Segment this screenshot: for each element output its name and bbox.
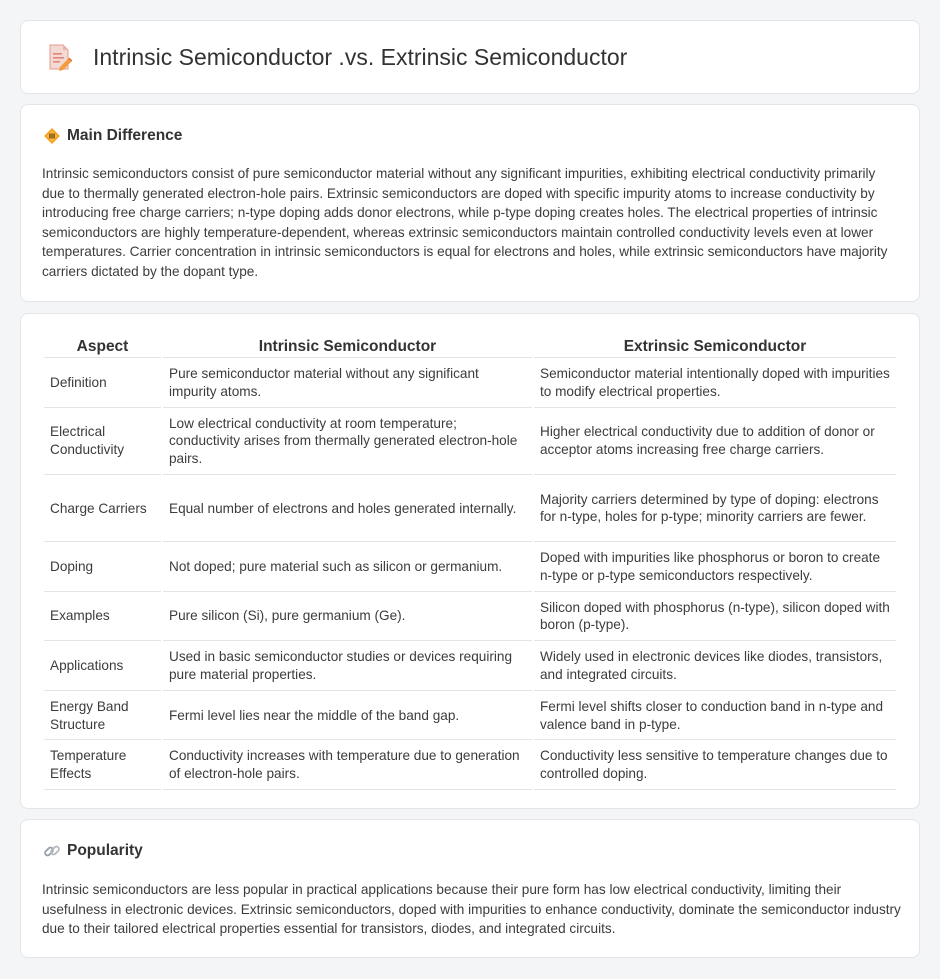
table-row <box>44 740 896 790</box>
cell-aspect: Examples <box>44 592 161 642</box>
cell-intrinsic: Pure semiconductor material without any significant impurity atoms. <box>163 358 532 408</box>
cell-extrinsic: Fermi level shifts closer to conduction band in n-type and valence band in p-type. <box>534 691 896 741</box>
cell-aspect: Applications <box>44 641 161 691</box>
comparison-section <box>20 313 920 809</box>
cell-extrinsic: Conductivity less sensitive to temperature changes due to controlled doping. <box>534 740 896 790</box>
popularity-section <box>20 819 920 958</box>
cell-aspect: Charge Carriers <box>44 475 161 542</box>
main-difference-section <box>20 104 920 302</box>
table-row <box>44 641 896 691</box>
header-intrinsic: Intrinsic Semiconductor <box>163 334 532 358</box>
diamond-warning-icon <box>43 127 61 145</box>
popularity-title: Popularity <box>67 842 143 859</box>
cell-intrinsic: Not doped; pure material such as silicon or germanium. <box>163 542 532 592</box>
cell-aspect: Energy Band Structure <box>44 691 161 741</box>
cell-intrinsic: Fermi level lies near the middle of the band gap. <box>163 691 532 741</box>
table-row <box>44 592 896 642</box>
popularity-header <box>43 842 143 860</box>
cell-intrinsic: Equal number of electrons and holes generated internally. <box>163 475 532 542</box>
cell-aspect: Definition <box>44 358 161 408</box>
cell-extrinsic: Majority carriers determined by type of doping: electrons for n-type, holes for p-type; minority carriers are fewer. <box>534 475 896 542</box>
cell-aspect: Electrical Conductivity <box>44 408 161 475</box>
cell-aspect: Temperature Effects <box>44 740 161 790</box>
cell-intrinsic: Used in basic semiconductor studies or devices requiring pure material properties. <box>163 641 532 691</box>
page-title: Intrinsic Semiconductor .vs. Extrinsic Semiconductor <box>93 43 628 70</box>
cell-extrinsic: Doped with impurities like phosphorus or boron to create n-type or p-type semiconductors respectively. <box>534 542 896 592</box>
cell-extrinsic: Semiconductor material intentionally doped with impurities to modify electrical properties. <box>534 358 896 408</box>
cell-aspect: Doping <box>44 542 161 592</box>
cell-intrinsic: Pure silicon (Si), pure germanium (Ge). <box>163 592 532 642</box>
popularity-text: Intrinsic semiconductors are less popular in practical applications because their pure form has low electrical conductivity, limiting their usefulness in electronic devices. Extrinsic semiconductors, doped with impurities to enhance conductivity, dominate the semiconductor industry due to their tailored electrical properties essential for transistors, diodes, and integrated circuits. <box>42 882 901 937</box>
header-card <box>20 20 920 94</box>
main-difference-header <box>43 127 182 145</box>
table-row <box>44 542 896 592</box>
cell-extrinsic: Higher electrical conductivity due to addition of donor or acceptor atoms increasing free charge carriers. <box>534 408 896 475</box>
cell-extrinsic: Widely used in electronic devices like diodes, transistors, and integrated circuits. <box>534 641 896 691</box>
title-row <box>47 43 627 71</box>
table-row <box>44 691 896 741</box>
cell-intrinsic: Low electrical conductivity at room temperature; conductivity arises from thermally generated electron-hole pairs. <box>163 408 532 475</box>
document-edit-icon <box>47 43 73 71</box>
table-row <box>44 358 896 408</box>
table-row <box>44 408 896 475</box>
cell-intrinsic: Conductivity increases with temperature due to generation of electron-hole pairs. <box>163 740 532 790</box>
header-aspect: Aspect <box>44 334 161 358</box>
link-icon <box>43 842 61 860</box>
table-header-row <box>44 334 896 358</box>
header-extrinsic: Extrinsic Semiconductor <box>534 334 896 358</box>
comparison-table <box>42 334 898 790</box>
main-difference-text: Intrinsic semiconductors consist of pure semiconductor material without any significant impurities, exhibiting electrical conductivity primarily due to thermally generated electron-hole pairs. Extrinsic semiconductors are doped with specific impurity atoms to increase conductivity by introducing free charge carriers; n-type doping adds donor electrons, while p-type doping creates holes. The electrical properties of intrinsic semiconductors are highly temperature-dependent, whereas extrinsic semiconductors maintain controlled conductivity levels even at lower temperatures. Carrier concentration in intrinsic semiconductors is equal for electrons and holes, while extrinsic semiconductors have majority carriers dictated by the dopant type. <box>42 166 888 279</box>
cell-extrinsic: Silicon doped with phosphorus (n-type), silicon doped with boron (p-type). <box>534 592 896 642</box>
table-row <box>44 475 896 542</box>
main-difference-title: Main Difference <box>67 127 183 144</box>
